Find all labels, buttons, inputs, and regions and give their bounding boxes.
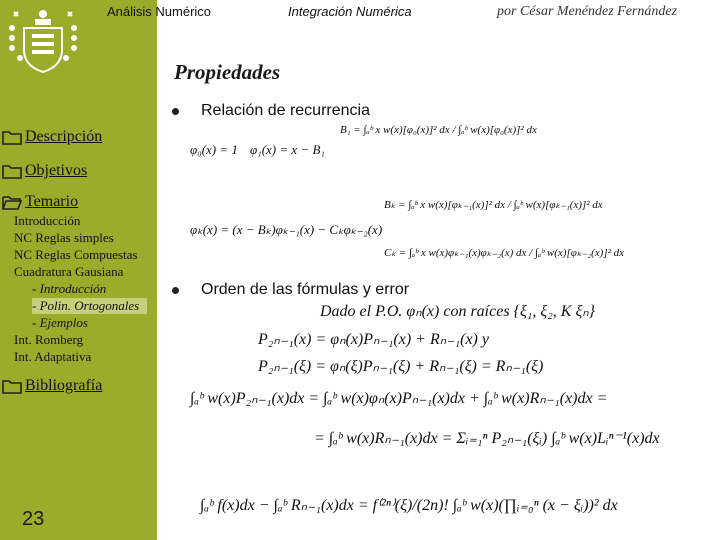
nav-bibliografia-label: Bibliografía (25, 377, 103, 394)
gauss-item[interactable]: - Introducción (32, 281, 107, 296)
bullet-recurrence-text: Relación de recurrencia (201, 102, 370, 119)
gauss-item-active[interactable]: - Polin. Ortogonales (32, 298, 147, 314)
formula-error: ∫ₐᵇ f(x)dx − ∫ₐᵇ Rₙ₋₁(x)dx = f⁽²ⁿ⁾(ξ)/(2n)! ∫ₐᵇ w(x)(∏ᵢ₌₀ⁿ (x − ξᵢ))² dx (200, 497, 618, 514)
temario-item[interactable]: NC Reglas simples (14, 230, 114, 245)
temario-item[interactable]: Introducción (14, 213, 81, 228)
nav-descripcion-label: Descripción (25, 128, 103, 145)
topic-name: Integración Numérica (288, 4, 412, 19)
formula-phi0: φ₀(x) = 1 (190, 142, 238, 157)
folder-open-icon (2, 194, 22, 210)
nav-objetivos[interactable] (2, 162, 87, 180)
gauss-item[interactable]: - Ejemplos (32, 315, 88, 330)
nav-temario-label: Temario (25, 193, 79, 210)
author-name: por César Menéndez Fernández (497, 4, 678, 19)
temario-item[interactable]: Int. Romberg (14, 332, 84, 347)
formula-integral2: = ∫ₐᵇ w(x)Rₙ₋₁(x)dx = Σᵢ₌₁ⁿ P₂ₙ₋₁(ξᵢ) ∫ₐᵇ w(x)Lᵢⁿ⁻¹(x)dx (314, 430, 660, 447)
folder-icon (2, 163, 22, 179)
formula-b1: B₁ = ∫ₐᵇ x w(x)[φ₀(x)]² dx / ∫ₐᵇ w(x)[φ₀(x)]² dx (340, 124, 537, 136)
nav-objetivos-label: Objetivos (25, 162, 88, 179)
bullet-dot (172, 287, 179, 294)
course-name: Análisis Numérico (107, 4, 212, 19)
temario-item[interactable]: Cuadratura Gausiana (14, 264, 124, 279)
nav-descripcion[interactable] (2, 128, 102, 146)
slide-title: Propiedades (174, 60, 281, 84)
temario-item[interactable]: NC Reglas Compuestas (14, 247, 138, 262)
bullet-recurrence (172, 102, 370, 120)
nav-bibliografia[interactable] (2, 377, 102, 395)
formula-integral1: ∫ₐᵇ w(x)P₂ₙ₋₁(x)dx = ∫ₐᵇ w(x)φₙ(x)Pₙ₋₁(x)dx + ∫ₐᵇ w(x)Rₙ₋₁(x)dx = (190, 390, 608, 407)
bullet-dot (172, 108, 179, 115)
formula-ck: Cₖ = ∫ₐᵇ x w(x)φₖ₋₁(x)φₖ₋₂(x) dx / ∫ₐᵇ w(x)[φₖ₋₂(x)]² dx (384, 247, 625, 259)
bullet-order-error-text: Orden de las fórmulas y error (201, 281, 410, 298)
folder-icon (2, 129, 22, 145)
formula-given: Dado el P.O. φₙ(x) con raíces {ξ₁, ξ₂, K ξₙ} (320, 303, 596, 320)
folder-icon (2, 378, 22, 394)
university-logo (2, 2, 84, 76)
temario-item[interactable]: Int. Adaptativa (14, 349, 92, 364)
formula-p2n1: P₂ₙ₋₁(x) = φₙ(x)Pₙ₋₁(x) + Rₙ₋₁(x) y (258, 331, 489, 348)
nav-temario[interactable] (2, 193, 78, 211)
bullet-order-error (172, 281, 409, 299)
formula-phi1: φ₁(x) = x − B₁ (250, 142, 325, 157)
formula-phik: φₖ(x) = (x − Bₖ)φₖ₋₁(x) − Cₖφₖ₋₂(x) (190, 222, 383, 237)
page-number: 23 (22, 508, 45, 530)
formula-p2n1-xi: P₂ₙ₋₁(ξ) = φₙ(ξ)Pₙ₋₁(ξ) + Rₙ₋₁(ξ) = Rₙ₋₁(ξ) (258, 358, 544, 375)
formula-bk: Bₖ = ∫ₐᵇ x w(x)[φₖ₋₁(x)]² dx / ∫ₐᵇ w(x)[φₖ₋₁(x)]² dx (384, 199, 603, 211)
